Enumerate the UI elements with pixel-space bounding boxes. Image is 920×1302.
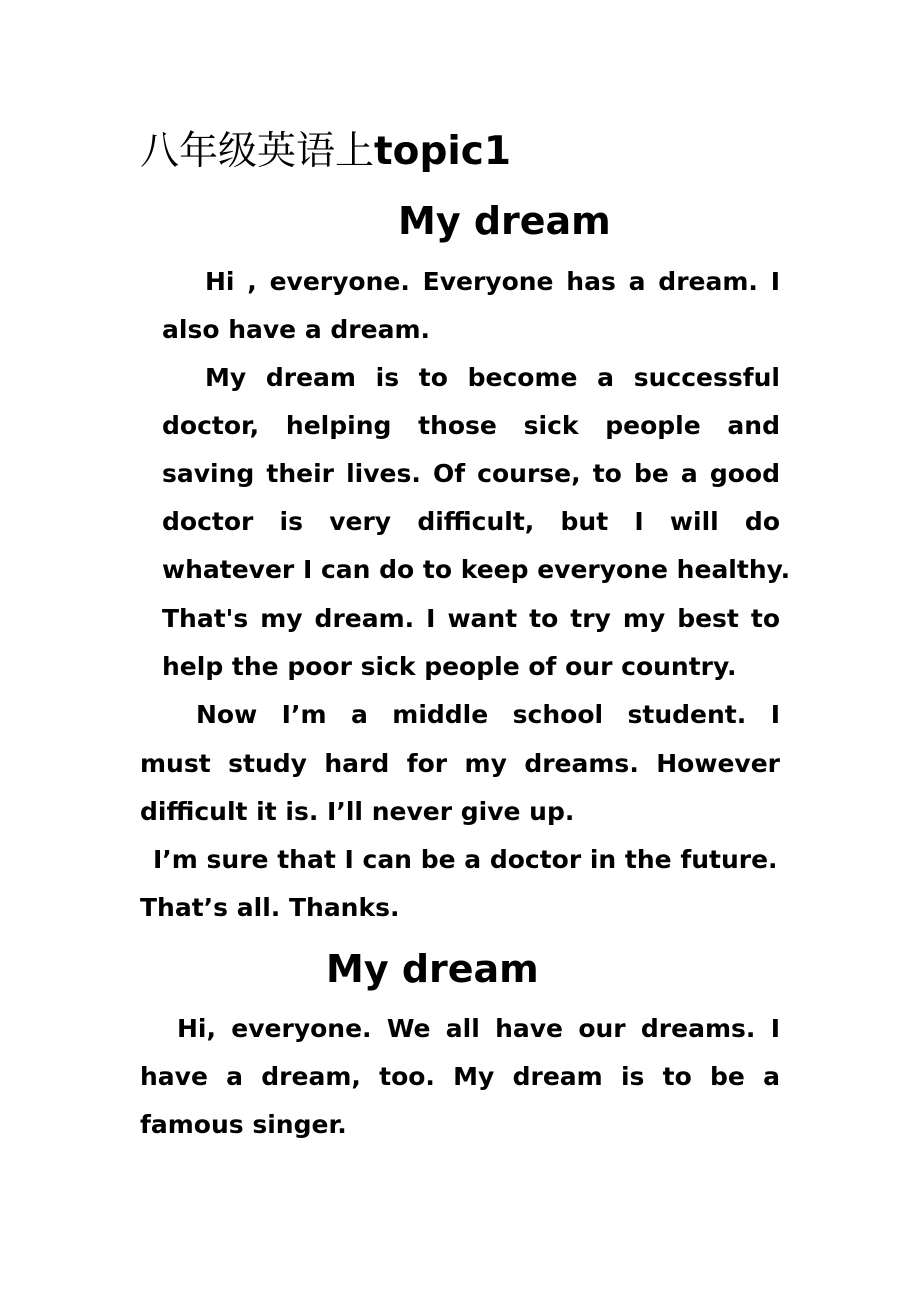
essay1-line: must study hard for my dreams. However [140, 749, 780, 778]
document-title-chinese: 八年级英语上 [140, 129, 375, 174]
essay1-line: whatever I can do to keep everyone healthy. [162, 555, 791, 584]
essay2-line: Hi, everyone. We all have our dreams. I [177, 1014, 780, 1043]
essay2-line: famous singer. [140, 1110, 347, 1139]
essay1-line: I’m sure that I can be a doctor in the future. [153, 845, 778, 874]
essay1-line: Now I’m a middle school student. I [196, 700, 780, 729]
essay1-heading: My dream [398, 199, 611, 243]
essay2-heading: My dream [326, 947, 539, 991]
essay1-line: That’s all. Thanks. [140, 893, 400, 922]
essay1-line: My dream is to become a successful [205, 363, 780, 392]
essay1-line: doctor, helping those sick people and [162, 411, 780, 440]
essay1-line: Hi , everyone. Everyone has a dream. I [205, 267, 780, 296]
essay1-line: difficult it is. I’ll never give up. [140, 797, 575, 826]
essay1-line: That's my dream. I want to try my best to [162, 604, 780, 633]
essay1-line: doctor is very difficult, but I will do [162, 507, 780, 536]
essay2-line: have a dream, too. My dream is to be a [140, 1062, 780, 1091]
document-title-topic: topic1 [374, 129, 511, 174]
essay1-line: saving their lives. Of course, to be a good [162, 459, 780, 488]
document-title [140, 128, 511, 176]
essay1-line: also have a dream. [162, 315, 430, 344]
essay1-line: help the poor sick people of our country. [162, 652, 737, 681]
